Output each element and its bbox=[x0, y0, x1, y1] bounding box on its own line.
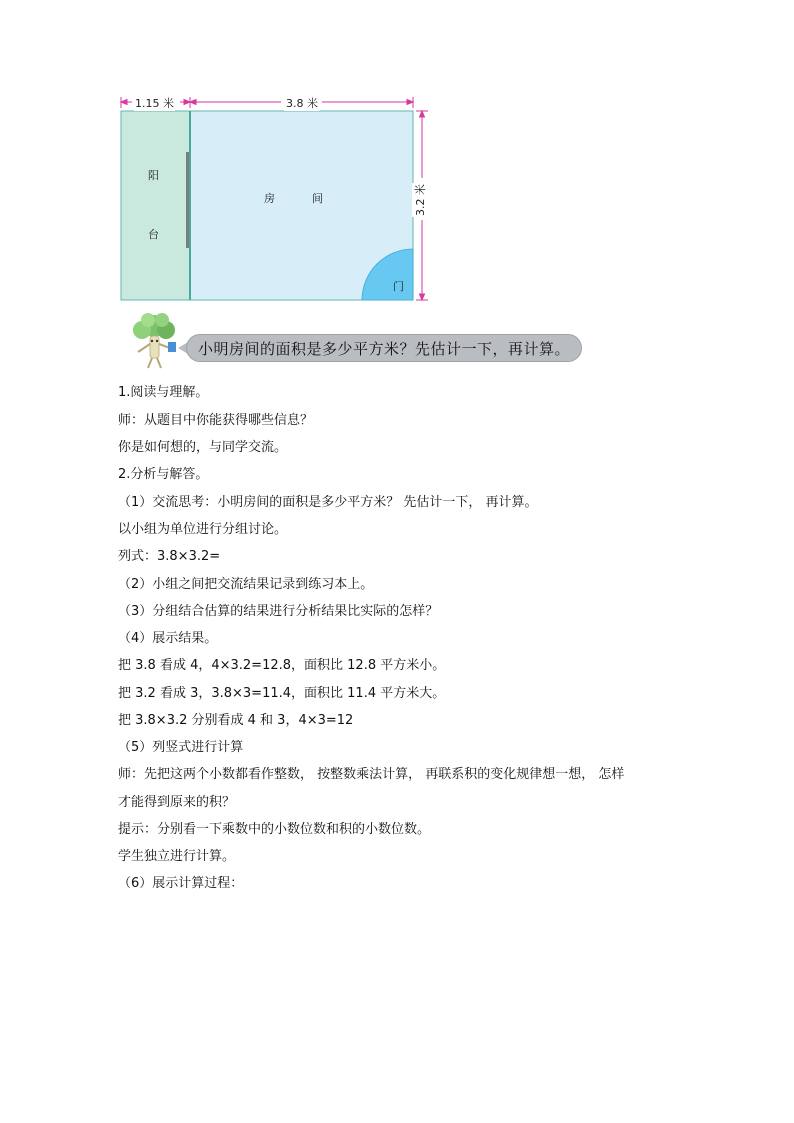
text-line: 你是如何想的，与同学交流。 bbox=[118, 440, 288, 455]
room-label-char-2: 间 bbox=[312, 192, 323, 205]
step-3: （3）分组结合估算的结果进行分析结果比实际的怎样？ bbox=[118, 604, 439, 619]
balcony-area bbox=[121, 111, 190, 300]
door-label: 门 bbox=[393, 280, 404, 293]
top-dimension-left-label: 1.15 米 bbox=[135, 97, 174, 110]
step-5: （5）列竖式进行计算 bbox=[118, 740, 244, 755]
top-dimension-right-label: 3.8 米 bbox=[286, 97, 318, 110]
balcony-label-char-1: 阳 bbox=[148, 169, 159, 182]
equation-line: 列式：3.8×3.2= bbox=[118, 549, 221, 564]
teacher-question-2-cont: 才能得到原来的积？ bbox=[118, 795, 236, 810]
broccoli-character-icon bbox=[124, 312, 184, 372]
section-2-heading: 2.分析与解答。 bbox=[118, 467, 209, 482]
side-dimension-label: 3.2 米 bbox=[414, 184, 427, 216]
estimate-line-1: 把 3.8 看成 4，4×3.2=12.8，面积比 12.8 平方米小。 bbox=[118, 658, 446, 673]
section-1-heading: 1.阅读与理解。 bbox=[118, 385, 209, 400]
balcony-door bbox=[186, 152, 189, 248]
room-label-char-1: 房 bbox=[264, 192, 275, 205]
text-line: 以小组为单位进行分组讨论。 bbox=[118, 522, 288, 537]
step-4: （4）展示结果。 bbox=[118, 631, 218, 646]
balcony-label-char-2: 台 bbox=[148, 228, 159, 241]
step-1: （1）交流思考：小明房间的面积是多少平方米？ 先估计一下， 再计算。 bbox=[118, 495, 538, 510]
floor-plan-figure bbox=[0, 0, 794, 320]
teacher-question-2: 师：先把这两个小数都看作整数， 按整数乘法计算， 再联系积的变化规律想一想， 怎样 bbox=[118, 767, 625, 782]
estimate-line-2: 把 3.2 看成 3，3.8×3=11.4，面积比 11.4 平方米大。 bbox=[118, 686, 446, 701]
hint-line: 提示：分别看一下乘数中的小数位数和积的小数位数。 bbox=[118, 822, 431, 837]
speech-bubble-text: 小明房间的面积是多少平方米？先估计一下，再计算。 bbox=[198, 340, 571, 358]
teacher-question-1: 师：从题目中你能获得哪些信息？ bbox=[118, 413, 314, 428]
text-line: 学生独立进行计算。 bbox=[118, 849, 236, 864]
estimate-line-3: 把 3.8×3.2 分别看成 4 和 3，4×3=12 bbox=[118, 713, 354, 728]
step-6: （6）展示计算过程： bbox=[118, 876, 244, 891]
step-2: （2）小组之间把交流结果记录到练习本上。 bbox=[118, 577, 374, 592]
